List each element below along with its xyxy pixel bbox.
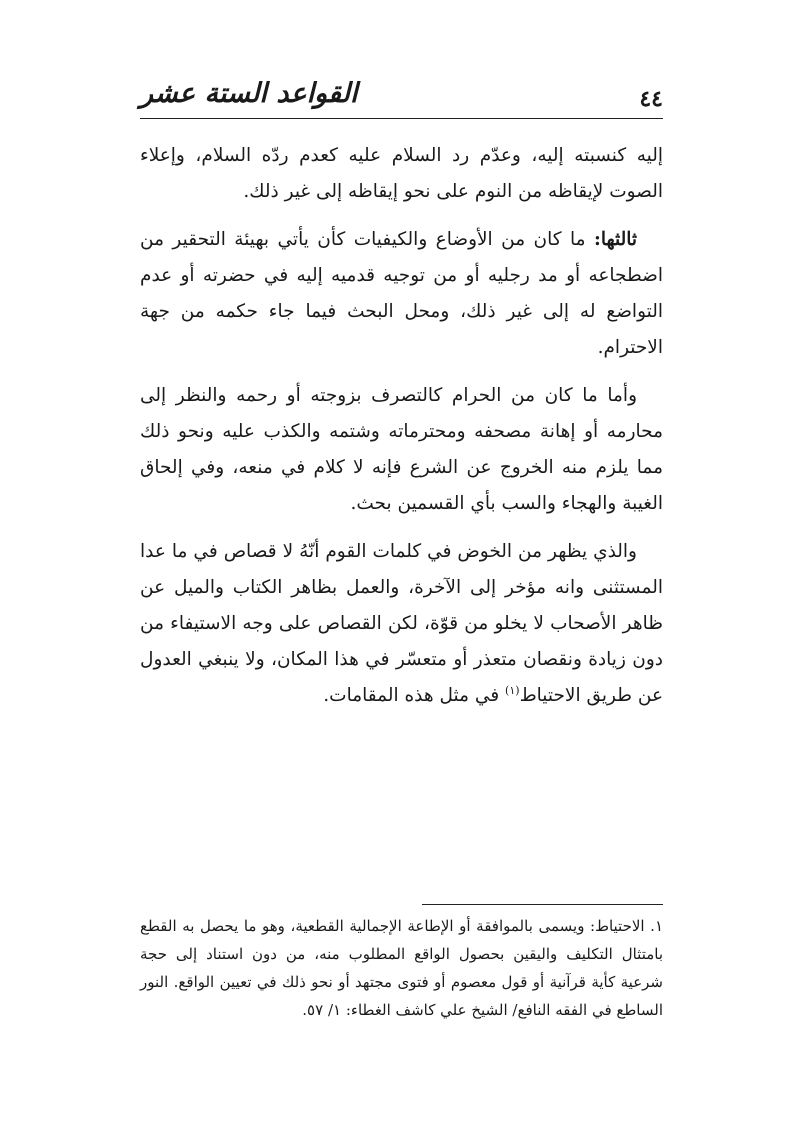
paragraph-3: وأما ما كان من الحرام كالتصرف بزوجته أو رحمه والنظر إلى محارمه أو إهانة مصحفه ومحترماته وشتمه والكذب عليه ونحو ذلك مما يلزم منه الخروج عن الشرع فإنه لا كلام في منعه، وفي إلحاق الغيبة والهجاء والسب بأي القسمين بحث.: [140, 385, 663, 514]
page-number: ٤٤: [639, 86, 663, 112]
footnote-rule: [422, 904, 663, 905]
book-title: القواعد الستة عشر: [140, 78, 358, 109]
body-text: [140, 138, 663, 726]
page-header: [140, 72, 663, 118]
paragraph-1: إليه كنسبته إليه، وعدّم رد السلام عليه كعدم ردّه السلام، وإعلاء الصوت لإيقاظه من النوم على نحو إيقاظه إلى غير ذلك.: [140, 145, 663, 202]
footnote: ١. الاحتياط: ويسمى بالموافقة أو الإطاعة الإجمالية القطعية، وهو ما يحصل به القطع بامتثال التكليف واليقين بحصول الواقع المطلوب منه، من دون استناد إلى حجة شرعية كأية قرآنية أو قول معصوم أو فتوى مجتهد أو نحو ذلك في تعيين الواقع. النور الساطع في الفقه النافع/ الشيخ علي كاشف الغطاء: ١/ ٥٧.: [140, 917, 663, 1019]
paragraph-4: [140, 534, 663, 714]
footnote-marker[interactable]: (١): [505, 683, 520, 697]
paragraph-2: [140, 222, 663, 366]
paragraph-2-text: ما كان من الأوضاع والكيفيات كأن يأتي بهيئة التحقير من اضطجاعه أو مد رجليه أو من توجيه قدميه إليه في حضرته أو عدم التواضع له إلى غير ذلك، ومحل البحث فيما جاء حكمه من جهة الاحترام.: [140, 229, 663, 358]
paragraph-4-end: في مثل هذه المقامات.: [323, 685, 506, 706]
paragraph-2-lead: ثالثها:: [594, 229, 637, 250]
header-rule: [140, 118, 663, 119]
paragraph-4-text: والذي يظهر من الخوض في كلمات القوم أنّهُ لا قصاص في ما عدا المستثنى وانه مؤخر إلى الآخرة، والعمل بظاهر الكتاب والميل عن ظاهر الأصحاب لا يخلو من قوّة، لكن القصاص على وجه الاستيفاء من دون زيادة ونقصان متعذر أو متعسّر في هذا المكان، ولا ينبغي العدول عن طريق الاحتياط: [140, 541, 663, 706]
